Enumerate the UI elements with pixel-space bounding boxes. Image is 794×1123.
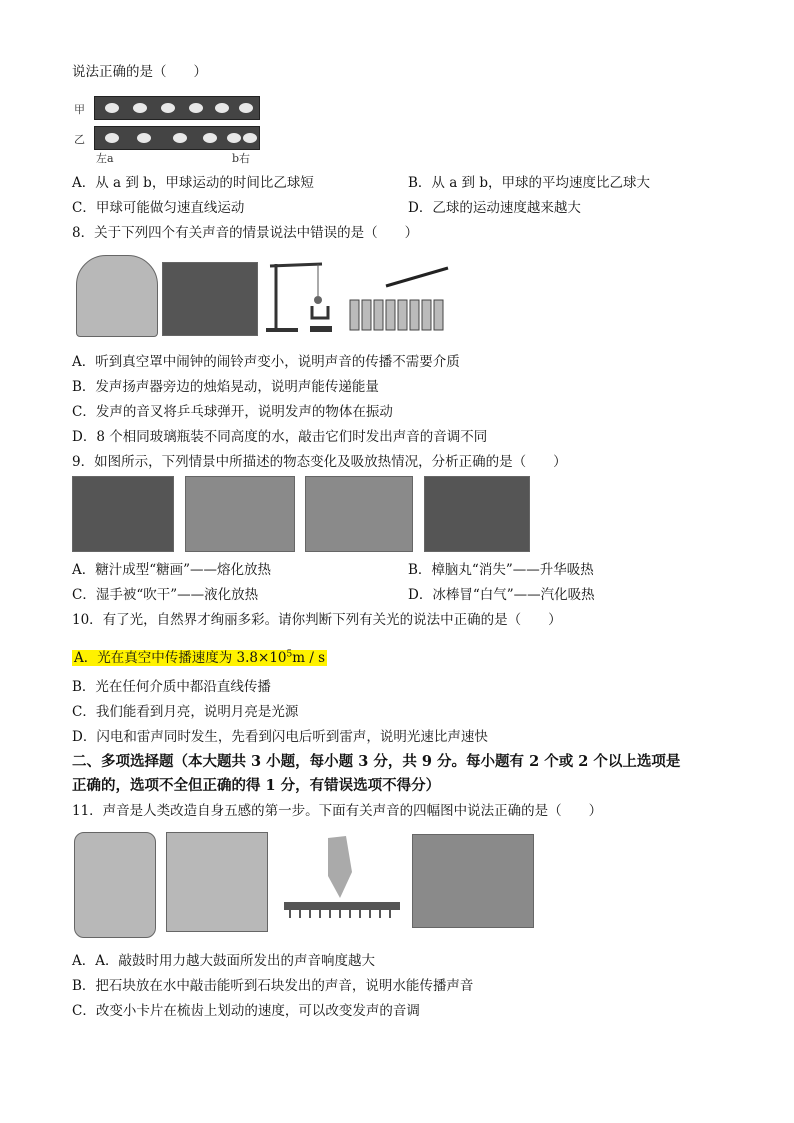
q10-option-b: B．光在任何介质中都沿直线传播 [72,679,271,695]
glass-bottles-image [346,266,450,336]
q11-option-a: A．A．敲鼓时用力越大鼓面所发出的声音响度越大 [72,953,375,969]
q7-label-left: 左a [96,152,114,165]
q9-stem: 9．如图所示，下列情景中所描述的物态变化及吸放热情况，分析正确的是（ ） [72,454,567,470]
q7-option-b: B．从 a 到 b，甲球的平均速度比乙球大 [408,175,650,191]
q8-option-d: D．8 个相同玻璃瓶装不同高度的水，敲击它们时发出声音的音调不同 [72,429,488,445]
q11-option-c: C．改变小卡片在梳齿上划动的速度，可以改变发声的音调 [72,1003,420,1019]
q9-option-d: D．冰棒冒“白气”——汽化吸热 [408,587,595,603]
section2-heading-line1: 二、多项选择题（本大题共 3 小题，每小题 3 分，共 9 分。每小题有 2 个或 2 个以上选项是 [72,753,681,770]
q11-option-b: B．把石块放在水中敲击能听到石块发出的声音，说明水能传播声音 [72,978,474,994]
section2-heading-line2: 正确的，选项不全但正确的得 1 分，有错误选项不得分） [72,777,441,794]
q7-option-d: D．乙球的运动速度越来越大 [408,200,581,216]
q11-stem: 11．声音是人类改造自身五感的第一步。下面有关声音的四幅图中说法正确的是（ ） [72,803,603,819]
q10-stem: 10．有了光，自然界才绚丽多彩。请你判断下列有关光的说法中正确的是（ ） [72,612,562,628]
q10-option-d: D．闪电和雷声同时发生，先看到闪电后听到雷声，说明光速比声速快 [72,729,488,745]
q7-stem: 说法正确的是（ ） [72,64,207,80]
q8-stem: 8．关于下列四个有关声音的情景说法中错误的是（ ） [72,225,419,241]
bell-jar-image [76,255,158,337]
speaker-candle-image [162,262,258,336]
q8-option-c: C．发声的音叉将乒乓球弹开，说明发声的物体在振动 [72,404,393,420]
q10-option-c: C．我们能看到月亮，说明月亮是光源 [72,704,299,720]
popsicle-image [424,476,530,552]
drum-image [74,832,156,938]
strip-jia [94,96,260,120]
q7-label-right: b右 [232,152,251,165]
q10-option-a-highlight: A．光在真空中传播速度为 $3.8\times 10^5m / s$ [74,649,326,666]
q9-option-b: B．樟脑丸“消失”——升华吸热 [408,562,594,578]
q7-option-c: C．甲球可能做匀速直线运动 [72,200,245,216]
strip-yi [94,126,260,150]
comb-card-image [282,832,402,920]
camphor-ball-image [185,476,295,552]
corridor-image [412,834,534,928]
q7-option-a: A．从 a 到 b，甲球运动的时间比乙球短 [72,175,314,191]
q8-option-a: A．听到真空罩中闹钟的闹铃声变小，说明声音的传播不需要介质 [72,354,460,370]
q8-option-b: B．发声扬声器旁边的烛焰晃动，说明声能传递能量 [72,379,379,395]
q9-option-a: A．糖汁成型“糖画”——熔化放热 [72,562,272,578]
stone-in-water-image [166,832,268,932]
q7-label-yi: 乙 [74,133,85,146]
hand-dryer-image [305,476,413,552]
q7-label-jia: 甲 [74,103,85,116]
sugar-painting-image [72,476,174,552]
q10-option-a [72,645,327,667]
q9-option-c: C．湿手被“吹干”——液化放热 [72,587,259,603]
